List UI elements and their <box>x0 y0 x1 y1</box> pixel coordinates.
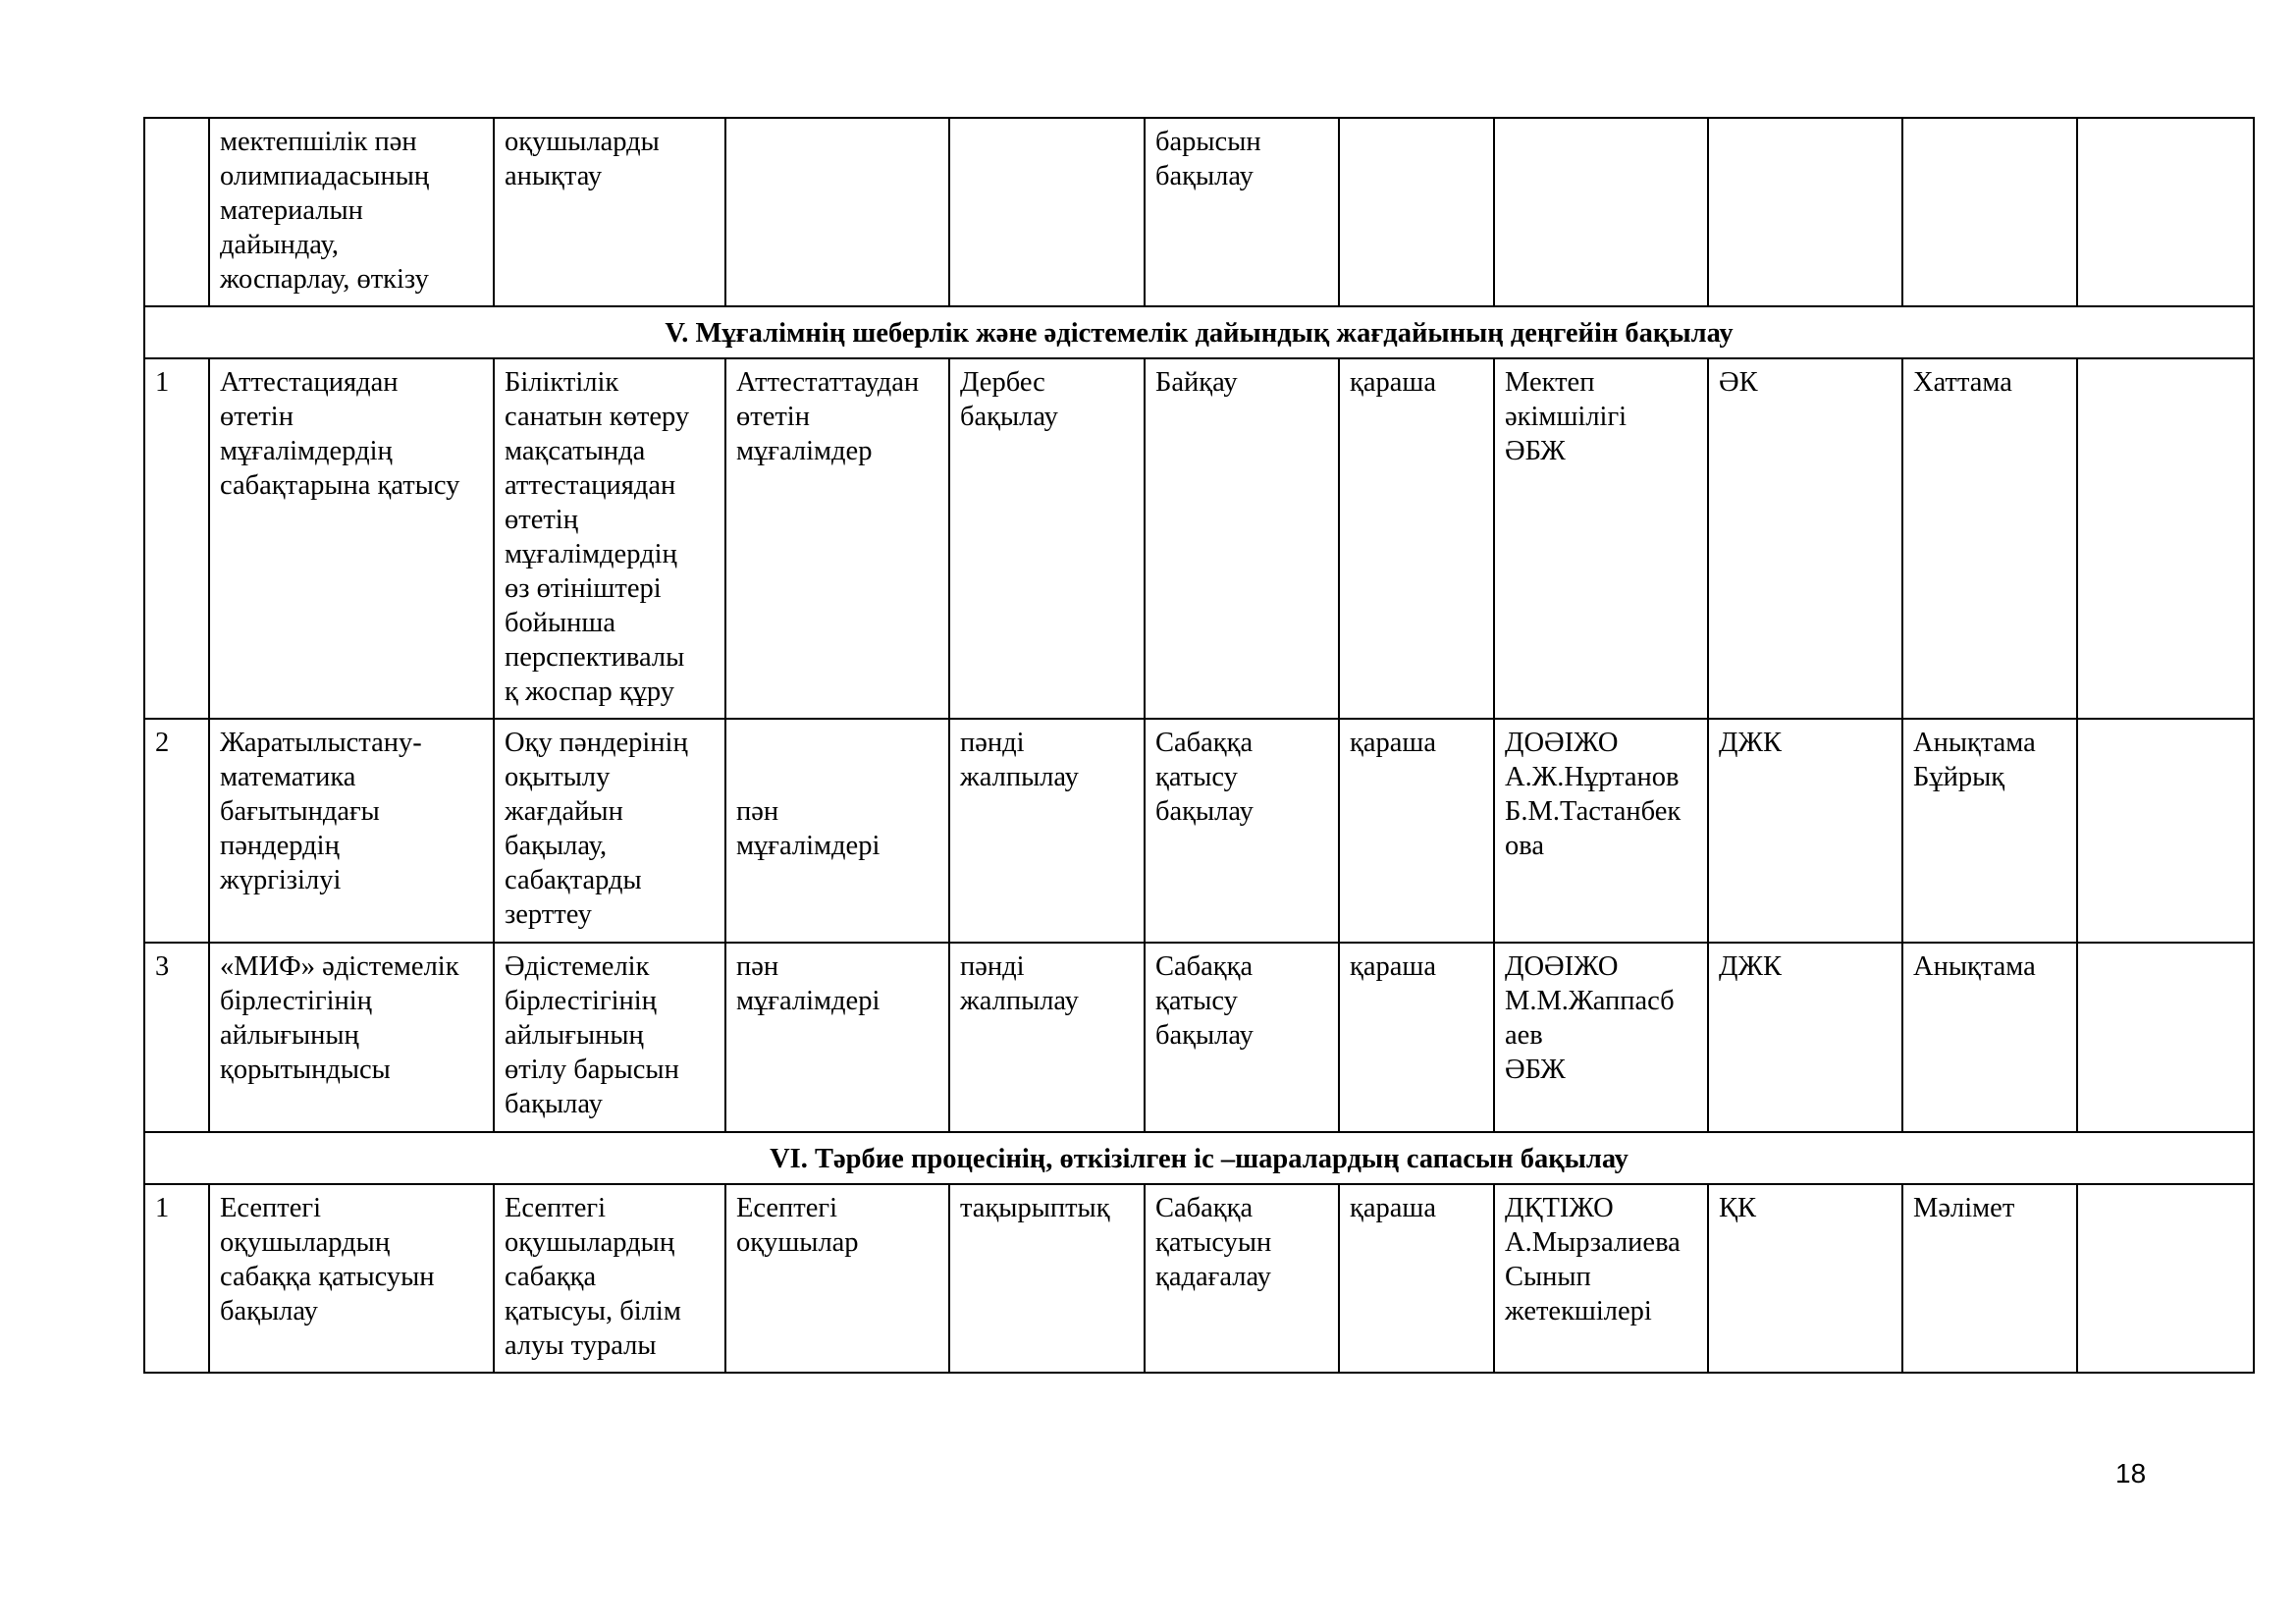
cell-type <box>949 118 1145 306</box>
cell-number: 2 <box>144 719 209 943</box>
cell-result: Анықтама Бұйрық <box>1902 719 2077 943</box>
cell-object: пән мұғалімдері <box>725 943 949 1132</box>
cell-number: 1 <box>144 1184 209 1373</box>
cell-activity: Жаратылыстану- математика бағытындағы пәндердің жүргізілуі <box>209 719 494 943</box>
cell-review-place <box>1708 118 1902 306</box>
cell-responsible: ДҚТІЖО А.Мырзалиева Сынып жетекшілері <box>1494 1184 1708 1373</box>
cell-note <box>2077 719 2254 943</box>
cell-type: тақырыптық <box>949 1184 1145 1373</box>
page-number: 18 <box>2115 1458 2147 1489</box>
cell-number: 1 <box>144 358 209 719</box>
cell-number <box>144 118 209 306</box>
cell-responsible <box>1494 118 1708 306</box>
table-row <box>144 719 2254 943</box>
cell-activity: «МИФ» әдістемелік бірлестігінің айлығының қорытындысы <box>209 943 494 1132</box>
section-header-row <box>144 1132 2254 1184</box>
cell-purpose: оқушыларды анықтау <box>494 118 725 306</box>
cell-type: Дербес бақылау <box>949 358 1145 719</box>
cell-result: Хаттама <box>1902 358 2077 719</box>
cell-note <box>2077 1184 2254 1373</box>
cell-purpose: Әдістемелік бірлестігінің айлығының өтілу барысын бақылау <box>494 943 725 1132</box>
cell-method: барысын бақылау <box>1145 118 1339 306</box>
cell-object: пән мұғалімдері <box>725 719 949 943</box>
cell-purpose: Оқу пәндерінің оқытылу жағдайын бақылау, сабақтарды зерттеу <box>494 719 725 943</box>
cell-result <box>1902 118 2077 306</box>
cell-date: қараша <box>1339 358 1494 719</box>
control-plan-table <box>143 117 2255 1374</box>
cell-result: Анықтама <box>1902 943 2077 1132</box>
cell-activity: Есептегі оқушылардың сабаққа қатысуын бақылау <box>209 1184 494 1373</box>
cell-purpose: Біліктілік санатын көтеру мақсатында аттестациядан өтетің мұғалімдердің өз өтініштері бойынша перспективалы қ жоспар құру <box>494 358 725 719</box>
section-title-vi: VI. Тәрбие процесінің, өткізілген іс –шаралардың сапасын бақылау <box>144 1132 2254 1184</box>
section-header-row <box>144 306 2254 358</box>
cell-object <box>725 118 949 306</box>
cell-type: пәнді жалпылау <box>949 719 1145 943</box>
table-row <box>144 358 2254 719</box>
cell-note <box>2077 358 2254 719</box>
section-title-v: V. Мұғалімнің шеберлік және әдістемелік дайындық жағдайының деңгейін бақылау <box>144 306 2254 358</box>
cell-responsible: Мектеп әкімшілігі ӘБЖ <box>1494 358 1708 719</box>
cell-method: Сабаққа қатысу бақылау <box>1145 719 1339 943</box>
cell-object: Есептегі оқушылар <box>725 1184 949 1373</box>
table-row <box>144 943 2254 1132</box>
cell-method: Байқау <box>1145 358 1339 719</box>
cell-object: Аттестаттаудан өтетін мұғалімдер <box>725 358 949 719</box>
cell-number: 3 <box>144 943 209 1132</box>
table-row <box>144 1184 2254 1373</box>
cell-responsible: ДОӘІЖО А.Ж.Нұртанов Б.М.Тастанбек ова <box>1494 719 1708 943</box>
cell-note <box>2077 118 2254 306</box>
cell-review-place: ДЖК <box>1708 719 1902 943</box>
table-row <box>144 118 2254 306</box>
cell-date: қараша <box>1339 719 1494 943</box>
cell-responsible: ДОӘІЖО М.М.Жаппасб аев ӘБЖ <box>1494 943 1708 1132</box>
cell-date: қараша <box>1339 943 1494 1132</box>
cell-activity: мектепшілік пән олимпиадасының материалын дайындау, жоспарлау, өткізу <box>209 118 494 306</box>
cell-purpose: Есептегі оқушылардың сабаққа қатысуы, білім алуы туралы <box>494 1184 725 1373</box>
cell-date: қараша <box>1339 1184 1494 1373</box>
cell-activity: Аттестациядан өтетін мұғалімдердің сабақтарына қатысу <box>209 358 494 719</box>
cell-note <box>2077 943 2254 1132</box>
cell-review-place: ДЖК <box>1708 943 1902 1132</box>
cell-method: Сабаққа қатысу бақылау <box>1145 943 1339 1132</box>
cell-date <box>1339 118 1494 306</box>
cell-result: Мәлімет <box>1902 1184 2077 1373</box>
cell-review-place: ҚК <box>1708 1184 1902 1373</box>
cell-type: пәнді жалпылау <box>949 943 1145 1132</box>
cell-review-place: ӘК <box>1708 358 1902 719</box>
cell-method: Сабаққа қатысуын қадағалау <box>1145 1184 1339 1373</box>
